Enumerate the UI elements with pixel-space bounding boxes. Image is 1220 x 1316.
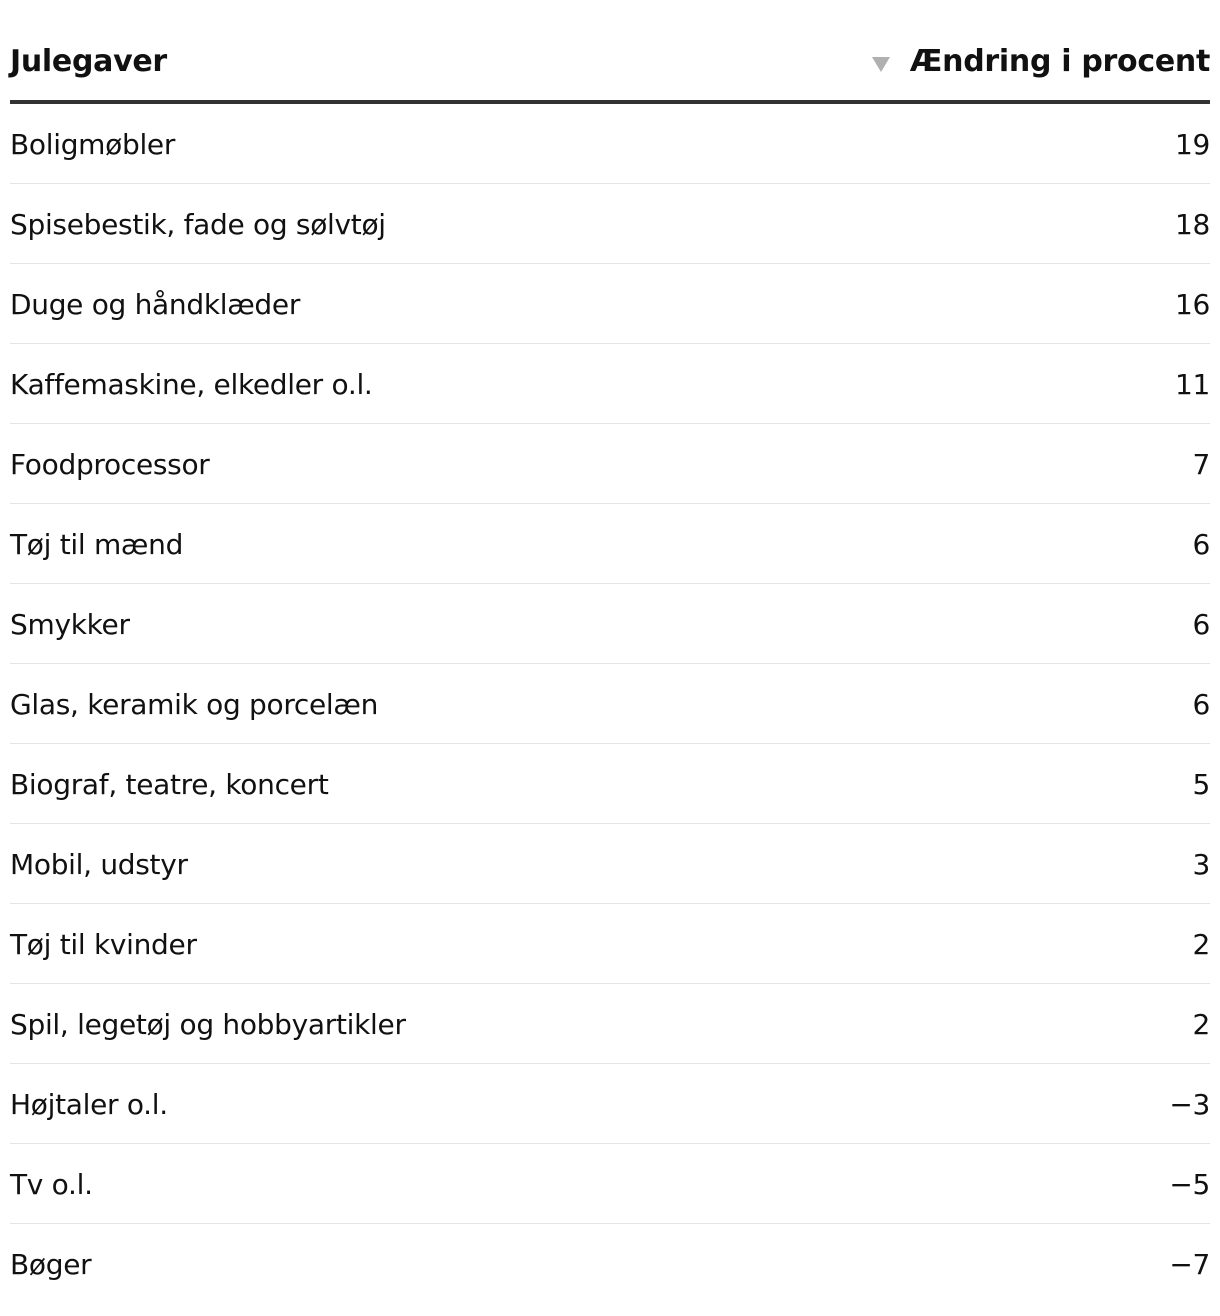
row-value: 6: [1192, 687, 1210, 721]
row-value: 6: [1192, 527, 1210, 561]
row-label: Spisebestik, fade og sølvtøj: [10, 207, 386, 241]
table-header: [10, 0, 1210, 104]
row-value: 18: [1174, 207, 1210, 241]
table-row: [10, 664, 1210, 744]
row-value: 11: [1174, 367, 1210, 401]
row-value: 19: [1174, 127, 1210, 161]
table-row: [10, 424, 1210, 504]
column-header-aendring-label: Ændring i procent: [909, 44, 1210, 79]
row-label: Glas, keramik og porcelæn: [10, 687, 379, 721]
table-row: [10, 104, 1210, 184]
table-row: [10, 344, 1210, 424]
sort-descending-icon[interactable]: [872, 57, 890, 72]
row-value: 5: [1192, 767, 1210, 801]
table-body: [10, 104, 1210, 1304]
row-label: Højtaler o.l.: [10, 1087, 168, 1121]
row-label: Boligmøbler: [10, 127, 176, 161]
row-label: Tøj til kvinder: [10, 927, 197, 961]
table-row: [10, 184, 1210, 264]
table-row: [10, 824, 1210, 904]
row-value: 16: [1174, 287, 1210, 321]
row-value: 2: [1192, 927, 1210, 961]
column-header-julegaver[interactable]: Julegaver: [10, 44, 167, 79]
row-label: Duge og håndklæder: [10, 287, 301, 321]
row-value: −7: [1169, 1248, 1210, 1281]
row-value: 7: [1192, 447, 1210, 481]
table-row: [10, 1144, 1210, 1224]
table-row: [10, 1224, 1210, 1304]
row-label: Mobil, udstyr: [10, 847, 188, 881]
row-value: 2: [1192, 1007, 1210, 1041]
table-row: [10, 904, 1210, 984]
data-table: [10, 0, 1210, 1304]
row-value: 3: [1192, 847, 1210, 881]
row-label: Spil, legetøj og hobbyartikler: [10, 1007, 406, 1041]
row-label: Kaffemaskine, elkedler o.l.: [10, 367, 373, 401]
row-value: −3: [1169, 1087, 1210, 1121]
row-label: Biograf, teatre, koncert: [10, 767, 329, 801]
table-row: [10, 584, 1210, 664]
row-label: Tv o.l.: [10, 1167, 93, 1201]
row-value: 6: [1192, 607, 1210, 641]
table-row: [10, 1064, 1210, 1144]
column-header-aendring[interactable]: [872, 44, 1210, 80]
table-row: [10, 264, 1210, 344]
row-value: −5: [1169, 1167, 1210, 1201]
row-label: Foodprocessor: [10, 447, 210, 481]
row-label: Bøger: [10, 1248, 92, 1281]
row-label: Tøj til mænd: [10, 527, 184, 561]
row-label: Smykker: [10, 607, 130, 641]
table-row: [10, 744, 1210, 824]
table-row: [10, 984, 1210, 1064]
table-row: [10, 504, 1210, 584]
